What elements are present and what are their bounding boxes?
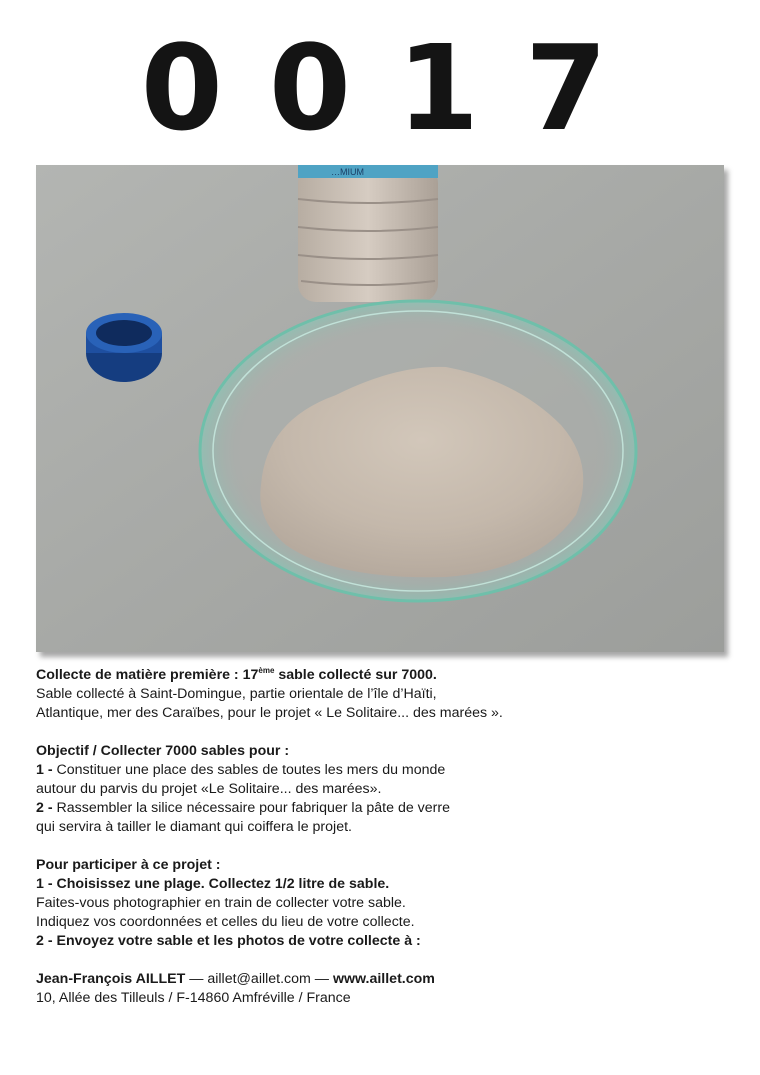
objectif-item-2: 2 - Rassembler la silice nécessaire pour fabriquer la pâte de verre	[36, 800, 451, 816]
objectif-item-2-cont: qui servira à tailler le diamant qui coiffera le projet.	[36, 819, 352, 835]
participer-title: Pour participer à ce projet :	[36, 857, 221, 873]
participer-line-2: Indiquez vos coordonnées et celles du lieu de votre collecte.	[36, 914, 415, 930]
intro-line-1: Sable collecté à Saint-Domingue, partie orientale de l’île d’Haïti,	[36, 686, 437, 702]
objectif-title: Objectif / Collecter 7000 sables pour :	[36, 743, 290, 759]
contact-name: Jean-François AILLET	[36, 971, 186, 987]
contact-website[interactable]: www.aillet.com	[332, 971, 435, 987]
intro-title: Collecte de matière première : 17ème sable collecté sur 7000.	[36, 666, 437, 683]
objectif-item-1: 1 - Constituer une place des sables de toutes les mers du monde	[36, 762, 446, 778]
participer-step-1: 1 - Choisissez une plage. Collectez 1/2 litre de sable.	[36, 876, 390, 892]
contact-address: 10, Allée des Tilleuls / F-14860 Amfréville / France	[36, 990, 351, 1006]
contact-email[interactable]: aillet@aillet.com	[207, 971, 311, 987]
collection-number: 0017	[140, 19, 654, 157]
sand-photo	[36, 165, 724, 652]
objectif-item-1-cont: autour du parvis du projet «Le Solitaire... des marées».	[36, 781, 382, 797]
sand-bottle	[298, 165, 438, 302]
bottle-label-text: …MIUM	[331, 167, 364, 177]
bottle-cap	[86, 313, 162, 382]
participer-line-1: Faites-vous photographier en train de collecter votre sable.	[36, 895, 406, 911]
intro-line-2: Atlantique, mer des Caraïbes, pour le projet « Le Solitaire... des marées ».	[36, 705, 503, 721]
collection-description	[36, 666, 726, 1008]
contact-line: Jean-François AILLET — aillet@aillet.com — www.aillet.com	[36, 971, 435, 987]
participer-step-2: 2 - Envoyez votre sable et les photos de votre collecte à :	[36, 933, 421, 949]
